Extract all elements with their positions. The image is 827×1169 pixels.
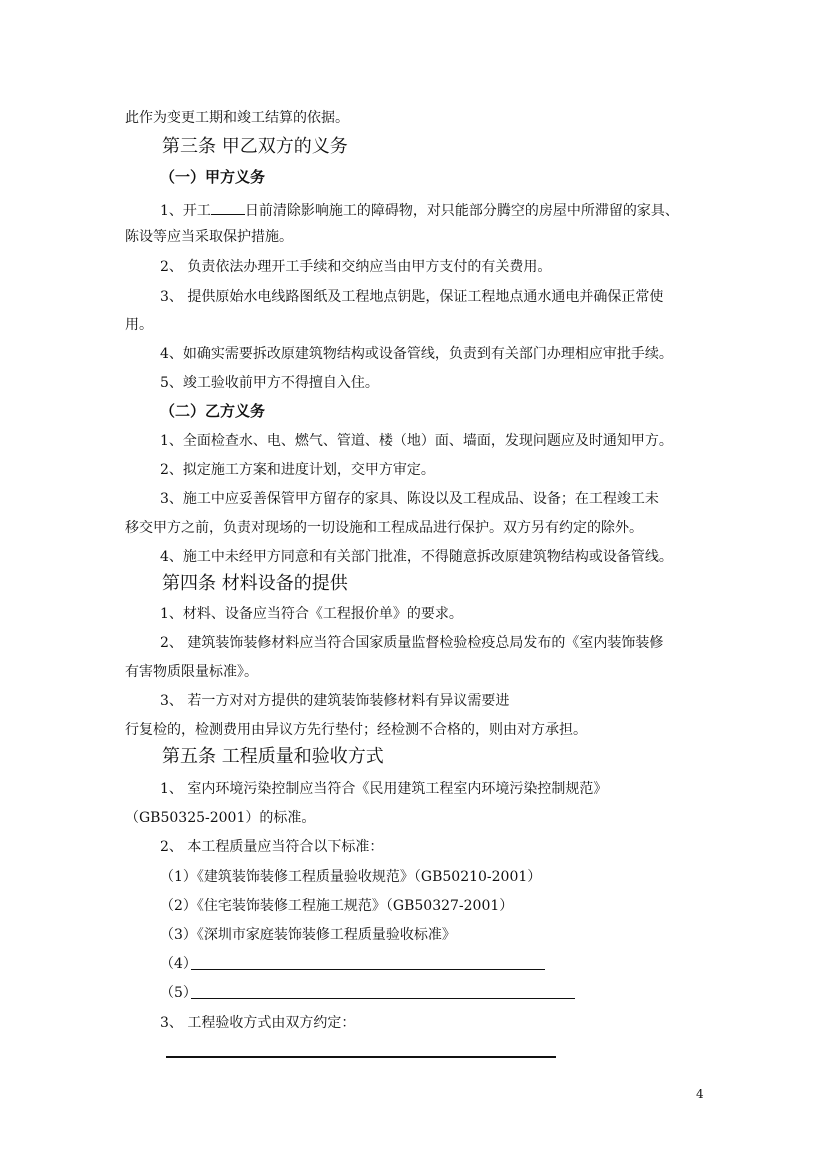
text-line: （5） [160, 985, 197, 1001]
text-line: 4、如确实需要拆改原建筑物结构或设备管线，负责到有关部门办理相应审批手续。 [160, 346, 673, 362]
text-line: 1、全面检查水、电、燃气、管道、楼（地）面、墙面，发现问题应及时通知甲方。 [160, 433, 673, 449]
text-fragment: 日前清除影响施工的障碍物，对只能部分腾空的房屋中所滞留的家具、 [244, 203, 679, 219]
party-a-duties-heading: （一）甲方义务 [160, 168, 266, 186]
party-b-duties-heading: （二）乙方义务 [160, 402, 266, 420]
page-number: 4 [696, 1087, 704, 1101]
text-line: 3、 若一方对对方提供的建筑装饰装修材料有异议需要进 [160, 693, 510, 709]
text-line: 2、 建筑装饰装修材料应当符合国家质量监督检验检疫总局发布的《室内装饰装修 [160, 635, 664, 651]
text-line: 用。 [125, 317, 153, 333]
text-line: 4、施工中未经甲方同意和有关部门批准，不得随意拆改原建筑物结构或设备管线。 [160, 549, 673, 565]
blank-line [166, 1056, 556, 1058]
article-3-heading: 第三条 甲乙双方的义务 [162, 136, 348, 157]
text-fragment: 1、开工 [160, 203, 211, 219]
article-5-heading: 第五条 工程质量和验收方式 [162, 746, 384, 767]
text-line: 行复检的，检测费用由异议方先行垫付；经检测不合格的，则由对方承担。 [125, 722, 587, 738]
text-line: 陈设等应当采取保护措施。 [125, 229, 293, 245]
text-line: 1、材料、设备应当符合《工程报价单》的要求。 [160, 606, 463, 622]
text-line: 此作为变更工期和竣工结算的依据。 [125, 110, 349, 126]
text-line: 2、 本工程质量应当符合以下标准： [160, 839, 384, 855]
text-line: 2、拟定施工方案和进度计划，交甲方审定。 [160, 462, 435, 478]
text-line: 1、 室内环境污染控制应当符合《民用建筑工程室内环境污染控制规范》 [160, 781, 608, 797]
text-line: （3）《深圳市家庭装饰装修工程质量验收标准》 [160, 927, 456, 943]
text-line: 3、施工中应妥善保管甲方留存的家具、陈设以及工程成品、设备；在工程竣工未 [160, 491, 659, 507]
text-line: 移交甲方之前，负责对现场的一切设施和工程成品进行保护。双方另有约定的除外。 [125, 520, 643, 536]
article-4-heading: 第四条 材料设备的提供 [162, 573, 348, 594]
text-line: 3、 提供原始水电线路图纸及工程地点钥匙，保证工程地点通水通电并确保正常使 [160, 289, 664, 305]
text-line: 3、 工程验收方式由双方约定： [160, 1015, 356, 1031]
text-line: （4） [160, 956, 197, 972]
blank-line [191, 969, 545, 970]
text-line [160, 200, 679, 220]
blank-line [191, 998, 575, 999]
text-line: （1）《建筑装饰装修工程质量验收规范》（GB50210-2001） [160, 869, 542, 885]
text-line: 2、 负责依法办理开工手续和交纳应当由甲方支付的有关费用。 [160, 259, 552, 275]
text-line: （2）《住宅装饰装修工程施工规范》（GB50327-2001） [160, 898, 514, 914]
text-line: 有害物质限量标准》。 [125, 664, 258, 680]
text-line: （GB50325-2001）的标准。 [125, 810, 316, 826]
text-line: 5、竣工验收前甲方不得擅自入住。 [160, 375, 379, 391]
blank-field [211, 200, 245, 215]
